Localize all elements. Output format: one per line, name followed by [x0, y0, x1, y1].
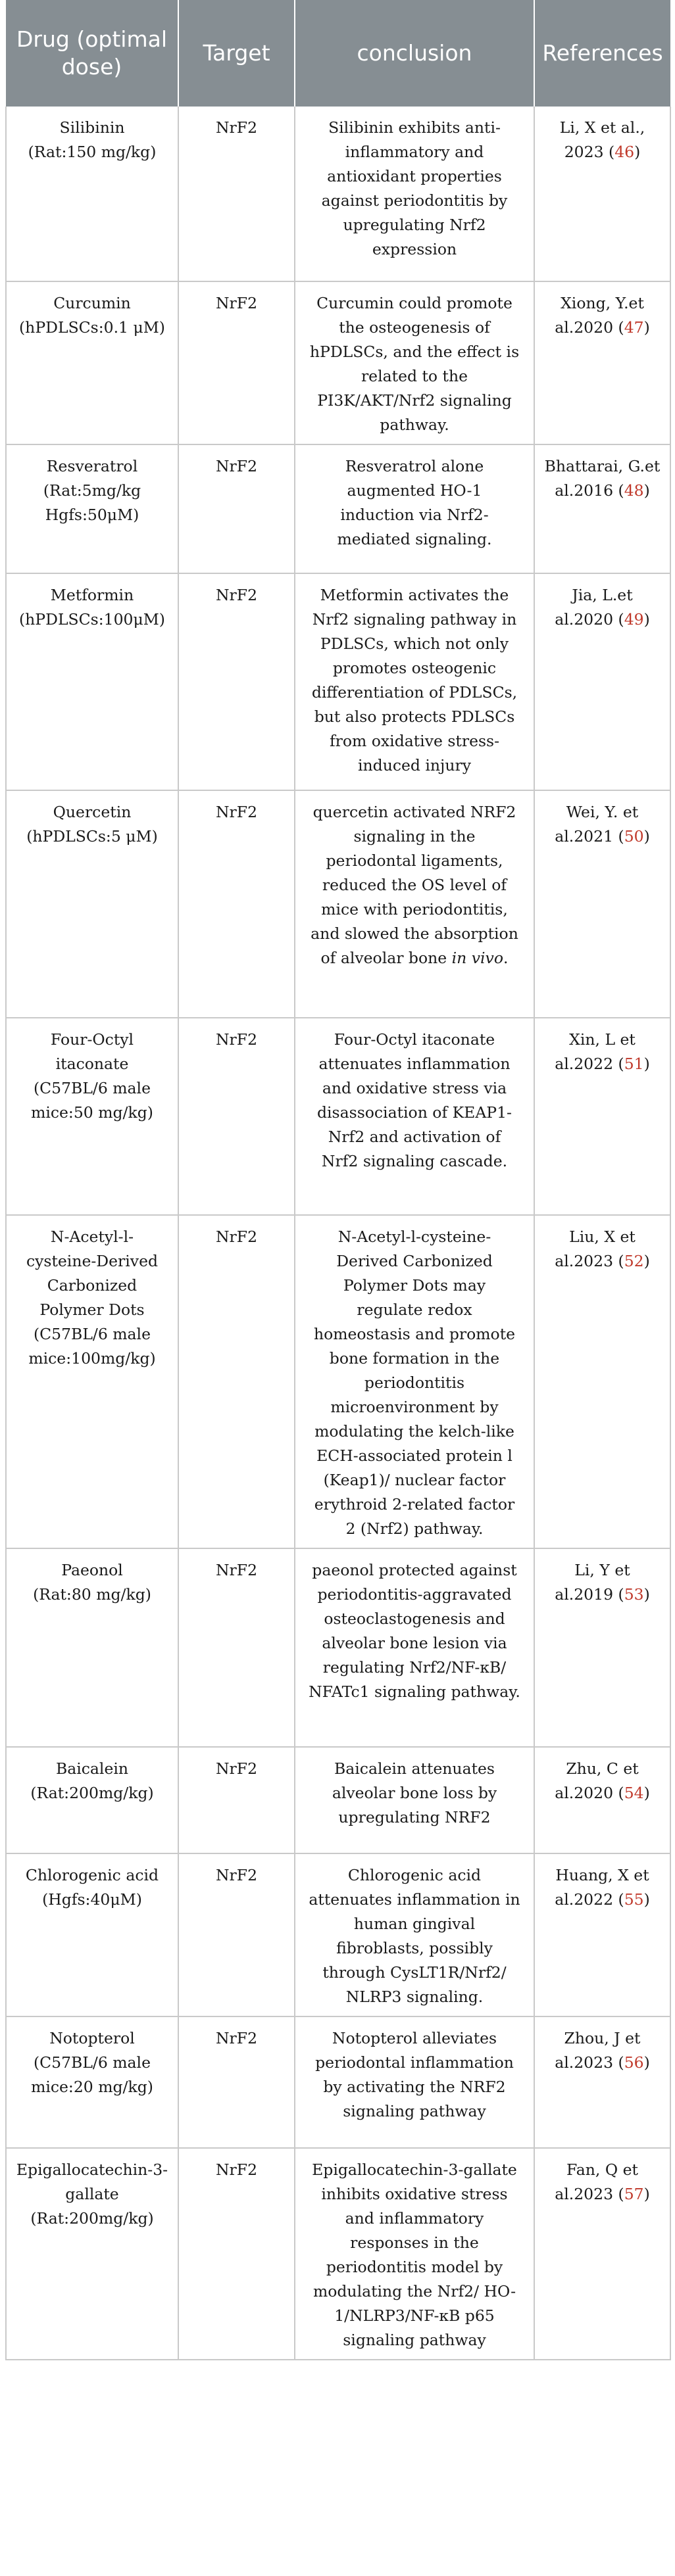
target-cell: NrF2	[178, 2016, 295, 2148]
drug-cell	[6, 281, 178, 444]
target-cell: NrF2	[178, 1018, 295, 1215]
reference-cell: Jia, L.et al.2020 (49)	[534, 573, 670, 790]
table-row	[6, 573, 670, 790]
table-row	[6, 1747, 670, 1853]
reference-cell: Xiong, Y.et al.2020 (47)	[534, 281, 670, 444]
ref-author: Li, X et al., 2023	[559, 118, 645, 161]
table-row	[6, 281, 670, 444]
drug-name: Paeonol	[61, 1561, 123, 1579]
drug-dose: (Rat:200mg/kg)	[30, 1784, 154, 1802]
drug-dose: (hPDLSCs:100μM)	[19, 610, 165, 629]
drug-cell	[6, 2148, 178, 2360]
drug-dose: (Rat:5mg/kg Hgfs:50μM)	[43, 481, 141, 524]
table-header	[6, 0, 670, 107]
target-cell: NrF2	[178, 107, 295, 281]
drug-cell	[6, 1215, 178, 1548]
drug-table	[5, 0, 671, 2360]
header-row	[6, 0, 670, 107]
conclusion-text: quercetin activated NRF2 signaling in the periodontal ligaments, reduced the OS level of mice with periodontitis, and slowed the absorption of alveolar bone	[311, 803, 518, 967]
target-cell: NrF2	[178, 1215, 295, 1548]
conclusion-cell: Epigallocatechin-3-gallate inhibits oxidative stress and inflammatory responses in the periodontitis model by modulating the Nrf2/ HO-1/NLRP3/NF-κB p65 signaling pathway	[295, 2148, 534, 2360]
drug-cell	[6, 1548, 178, 1747]
target-cell: NrF2	[178, 1747, 295, 1853]
drug-cell	[6, 2016, 178, 2148]
reference-cell: Fan, Q et al.2023 (57)	[534, 2148, 670, 2360]
conclusion-cell: Silibinin exhibits anti-inflammatory and antioxidant properties against periodontitis by upregulating Nrf2 expression	[295, 107, 534, 281]
header-target: Target	[178, 0, 295, 107]
ref-link[interactable]: 49	[624, 610, 644, 629]
target-cell: NrF2	[178, 1548, 295, 1747]
drug-dose: (Rat:150 mg/kg)	[28, 143, 157, 161]
table-row	[6, 2148, 670, 2360]
drug-dose: (Hgfs:40μM)	[42, 1890, 142, 1909]
conclusion-italic: in vivo	[451, 949, 503, 967]
drug-name: Epigallocatechin-3-gallate	[16, 2160, 168, 2203]
conclusion-cell: Four-Octyl itaconate attenuates inflammation and oxidative stress via disassociation of KEAP1-Nrf2 and activation of Nrf2 signaling cascade.	[295, 1018, 534, 1215]
conclusion-cell: Curcumin could promote the osteogenesis of hPDLSCs, and the effect is related to the PI3K/AKT/Nrf2 signaling pathway.	[295, 281, 534, 444]
drug-dose: (Rat:200mg/kg)	[30, 2209, 154, 2228]
table-body	[6, 107, 670, 2360]
drug-cell	[6, 1853, 178, 2016]
drug-dose: (Rat:80 mg/kg)	[33, 1585, 151, 1604]
ref-author: Wei, Y. et al.2021	[555, 803, 639, 846]
header-references: References	[534, 0, 670, 107]
table-row	[6, 1018, 670, 1215]
table-row	[6, 1548, 670, 1747]
conclusion-cell: Metformin activates the Nrf2 signaling pathway in PDLSCs, which not only promotes osteogenic differentiation of PDLSCs, but also protects PDLSCs from oxidative stress-induced injury	[295, 573, 534, 790]
drug-name: Metformin	[50, 586, 134, 604]
reference-cell: Zhu, C et al.2020 (54)	[534, 1747, 670, 1853]
ref-author: Huang, X et al.2022	[555, 1866, 649, 1909]
ref-link[interactable]: 47	[624, 318, 644, 337]
ref-link[interactable]: 48	[624, 481, 644, 500]
reference-cell: Li, Y et al.2019 (53)	[534, 1548, 670, 1747]
conclusion-cell: Chlorogenic acid attenuates inflammation in human gingival fibroblasts, possibly through CysLT1R/Nrf2/ NLRP3 signaling.	[295, 1853, 534, 2016]
drug-name: Curcumin	[53, 294, 131, 312]
reference-cell: Wei, Y. et al.2021 (50)	[534, 790, 670, 1018]
reference-cell: Liu, X et al.2023 (52)	[534, 1215, 670, 1548]
reference-cell: Huang, X et al.2022 (55)	[534, 1853, 670, 2016]
conclusion-cell: paeonol protected against periodontitis-aggravated osteoclastogenesis and alveolar bone lesion via regulating Nrf2/NF-κB/ NFATc1 signaling pathway.	[295, 1548, 534, 1747]
drug-name: Quercetin	[53, 803, 132, 821]
target-cell: NrF2	[178, 1853, 295, 2016]
conclusion-cell	[295, 790, 534, 1018]
drug-cell	[6, 573, 178, 790]
ref-link[interactable]: 56	[624, 2053, 644, 2072]
drug-dose: (C57BL/6 male mice:100mg/kg)	[28, 1325, 156, 1368]
header-drug: Drug (optimal dose)	[6, 0, 178, 107]
table-row	[6, 444, 670, 573]
target-cell: NrF2	[178, 573, 295, 790]
conclusion-cell: Baicalein attenuates alveolar bone loss by upregulating NRF2	[295, 1747, 534, 1853]
ref-author: Bhattarai, G.et al.2016	[544, 457, 661, 500]
conclusion-cell: N-Acetyl-l-cysteine-Derived Carbonized Polymer Dots may regulate redox homeostasis and promote bone formation in the periodontitis microenvironment by modulating the kelch-like ECH-associated protein l (Keap1)/ nuclear factor erythroid 2-related factor 2 (Nrf2) pathway.	[295, 1215, 534, 1548]
drug-name: Silibinin	[59, 118, 125, 137]
drug-cell	[6, 790, 178, 1018]
reference-cell: Xin, L et al.2022 (51)	[534, 1018, 670, 1215]
ref-author: Zhu, C et al.2020	[555, 1759, 639, 1802]
drug-dose: (C57BL/6 male mice:20 mg/kg)	[31, 2053, 153, 2096]
table-row	[6, 1853, 670, 2016]
ref-author: Zhou, J et al.2023	[555, 2029, 641, 2072]
drug-name: N-Acetyl-l-cysteine-Derived Carbonized Polymer Dots	[26, 1228, 159, 1319]
ref-link[interactable]: 46	[614, 143, 635, 161]
table-row	[6, 790, 670, 1018]
ref-link[interactable]: 53	[624, 1585, 644, 1604]
drug-dose: (C57BL/6 male mice:50 mg/kg)	[31, 1079, 153, 1122]
drug-dose: (hPDLSCs:5 μM)	[26, 827, 158, 846]
drug-name: Chlorogenic acid	[25, 1866, 159, 1884]
ref-author: Xin, L et al.2022	[555, 1030, 636, 1073]
drug-cell	[6, 107, 178, 281]
ref-author: Liu, X et al.2023	[555, 1228, 636, 1270]
target-cell: NrF2	[178, 2148, 295, 2360]
conclusion-end: .	[503, 949, 509, 967]
target-cell: NrF2	[178, 444, 295, 573]
conclusion-cell: Notopterol alleviates periodontal inflammation by activating the NRF2 signaling pathway	[295, 2016, 534, 2148]
conclusion-cell: Resveratrol alone augmented HO-1 induction via Nrf2-mediated signaling.	[295, 444, 534, 573]
ref-author: Li, Y et al.2019	[555, 1561, 630, 1604]
table-row	[6, 1215, 670, 1548]
drug-cell	[6, 1018, 178, 1215]
ref-link[interactable]: 55	[624, 1890, 644, 1909]
ref-link[interactable]: 54	[624, 1784, 644, 1802]
drug-name: Resveratrol	[46, 457, 138, 475]
drug-table-container	[5, 0, 670, 2360]
ref-author: Jia, L.et al.2020	[555, 586, 633, 629]
reference-cell: Bhattarai, G.et al.2016 (48)	[534, 444, 670, 573]
drug-cell	[6, 444, 178, 573]
target-cell: NrF2	[178, 790, 295, 1018]
ref-link[interactable]: 57	[624, 2185, 644, 2203]
ref-link[interactable]: 50	[624, 827, 644, 846]
ref-author: Fan, Q et al.2023	[555, 2160, 638, 2203]
table-row	[6, 107, 670, 281]
drug-name: Notopterol	[49, 2029, 135, 2047]
ref-author: Xiong, Y.et al.2020	[555, 294, 644, 337]
reference-cell: Zhou, J et al.2023 (56)	[534, 2016, 670, 2148]
ref-link[interactable]: 51	[624, 1055, 644, 1073]
target-cell: NrF2	[178, 281, 295, 444]
drug-dose: (hPDLSCs:0.1 μM)	[19, 318, 165, 337]
ref-link[interactable]: 52	[624, 1252, 644, 1270]
header-conclusion: conclusion	[295, 0, 534, 107]
drug-name: Baicalein	[55, 1759, 129, 1778]
table-row	[6, 2016, 670, 2148]
drug-cell	[6, 1747, 178, 1853]
reference-cell: Li, X et al., 2023 (46)	[534, 107, 670, 281]
drug-name: Four-Octyl itaconate	[50, 1030, 134, 1073]
